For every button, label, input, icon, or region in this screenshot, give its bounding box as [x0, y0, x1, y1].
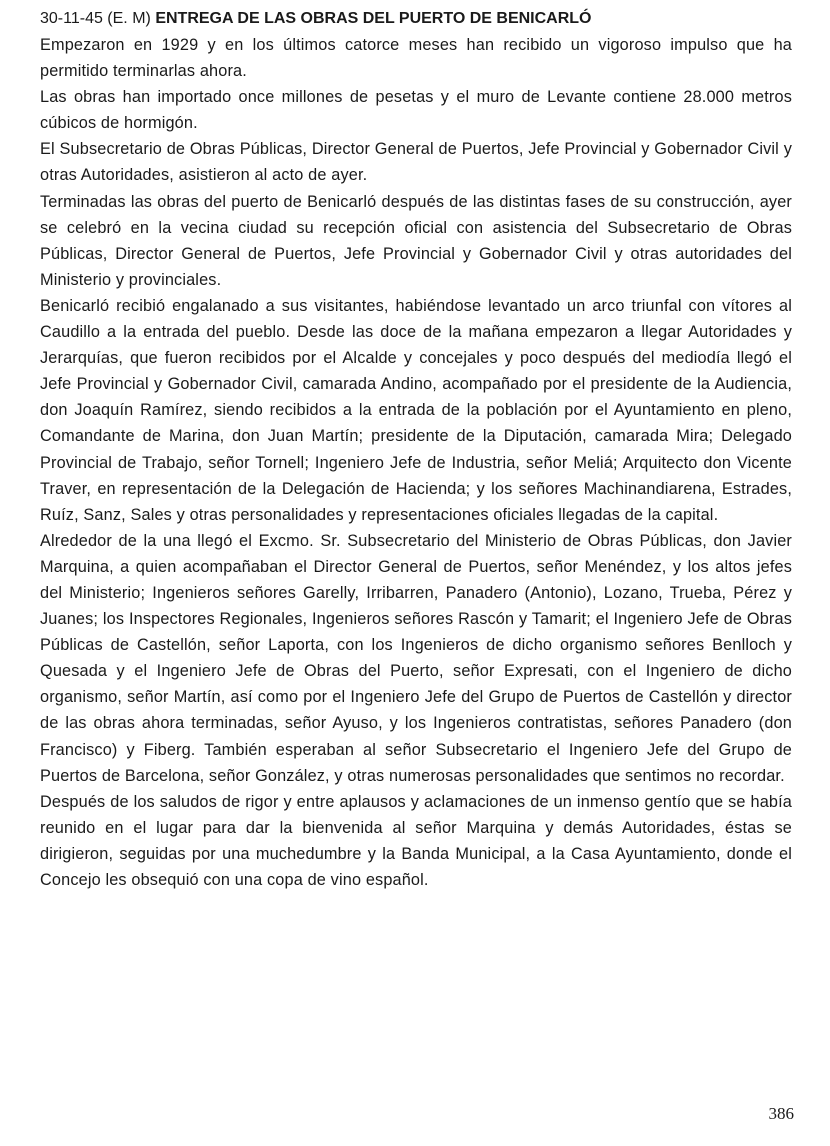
article-heading [40, 6, 792, 32]
document-page [40, 6, 792, 893]
paragraph-5: Benicarló recibió engalanado a sus visitantes, habiéndose levantado un arco triunfal con vítores al Caudillo a la entrada del pueblo. Desde las doce de la mañana empezaron a llegar Autoridades y Jerarquías, que fueron recibidos por el Alcalde y concejales y poco después del mediodía llegó el Jefe Provincial y Gobernador Civil, camarada Andino, acompañado por el presidente de la Audiencia, don Joaquín Ramírez, siendo recibidos a la entrada de la población por el Ayuntamiento en pleno, Comandante de Marina, don Juan Martín; presidente de la Diputación, camarada Mira; Delegado Provincial de Trabajo, señor Tornell; Ingeniero Jefe de Industria, señor Meliá; Arquitecto don Vicente Traver, en representación de la Delegación de Hacienda; y los señores Machinandiarena, Estrades, Ruíz, Sanz, Sales y otras personalidades y representaciones oficiales llegadas de la capital. [40, 296, 792, 524]
paragraph-6: Alrededor de la una llegó el Excmo. Sr. Subsecretario del Ministerio de Obras Públicas, don Javier Marquina, a quien acompañaban el Director General de Puertos, señor Menéndez, y los altos jefes del Ministerio; Ingenieros señores Garelly, Irribarren, Panadero (Antonio), Lozano, Trueba, Pérez y Juanes; los Inspectores Regionales, Ingenieros señores Rascón y Tamarit; el Ingeniero Jefe de Obras Públicas de Castellón, señor Laporta, con los Ingenieros de dicho organismo señores Benlloch y Quesada y el Ingeniero Jefe de Obras del Puerto, señor Expresati, con el Ingeniero de dicho organismo, señor Martín, así como por el Ingeniero Jefe del Grupo de Puertos de Castellón y director de las obras ahora terminadas, señor Ayuso, y los Ingenieros contratistas, señores Panadero (don Francisco) y Fiberg. También esperaban al señor Subsecretario el Ingeniero Jefe del Grupo de Puertos de Barcelona, señor González, y otras numerosas personalidades que sentimos no recordar. [40, 531, 792, 785]
date-source: 30-11-45 (E. M) [40, 10, 151, 27]
paragraph-2: Las obras han importado once millones de pesetas y el muro de Levante contiene 28.000 metros cúbicos de hormigón. [40, 88, 792, 133]
paragraph-7: Después de los saludos de rigor y entre aplausos y aclamaciones de un inmenso gentío que se había reunido en el lugar para dar la bienvenida al señor Marquina y demás Autoridades, éstas se dirigieron, seguidas por una muchedumbre y la Banda Municipal, a la Casa Ayuntamiento, donde el Concejo les obsequió con una copa de vino español. [40, 792, 792, 889]
paragraph-1: Empezaron en 1929 y en los últimos catorce meses han recibido un vigoroso impulso que ha permitido terminarlas ahora. [40, 36, 792, 81]
paragraph-4: Terminadas las obras del puerto de Benicarló después de las distintas fases de su construcción, ayer se celebró en la vecina ciudad su recepción oficial con asistencia del Subsecretario de Obras Públicas, Director General de Puertos, Jefe Provincial y Gobernador Civil y otras autoridades del Ministerio y provinciales. [40, 192, 792, 289]
article-title: ENTREGA DE LAS OBRAS DEL PUERTO DE BENICARLÓ [155, 10, 592, 27]
page-number: 386 [768, 1104, 794, 1123]
paragraph-3: El Subsecretario de Obras Públicas, Director General de Puertos, Jefe Provincial y Gobernador Civil y otras Autoridades, asistieron al acto de ayer. [40, 140, 792, 185]
